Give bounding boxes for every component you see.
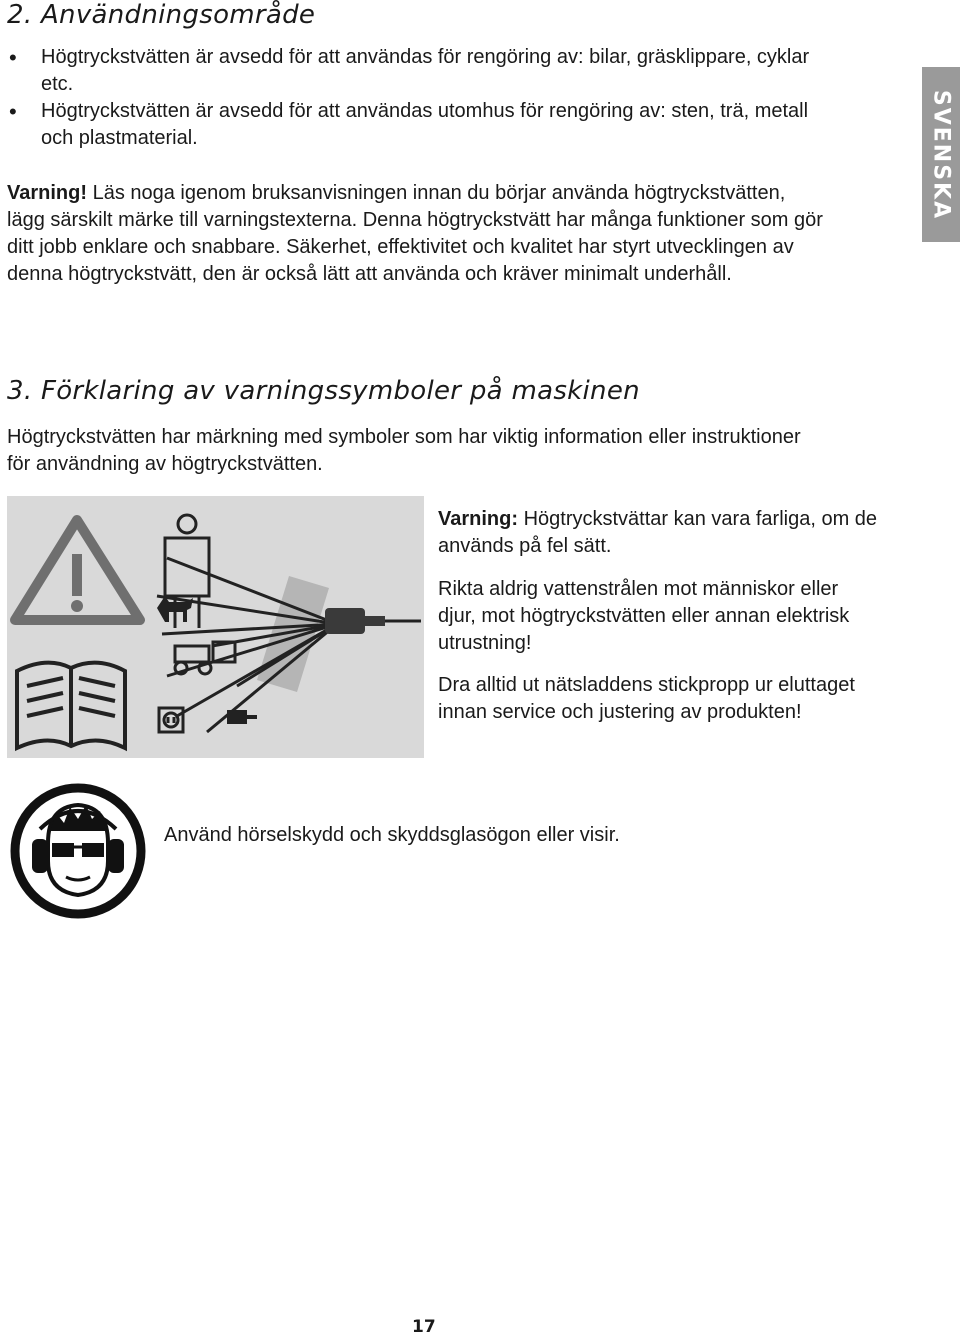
page-number: 17 (412, 1317, 436, 1337)
section-2-heading: 2. Användningsområde (7, 0, 316, 30)
list-item: • Högtryckstvätten är avsedd för att användas utomhus för rengöring av: sten, trä, metall och plastmaterial. (7, 98, 837, 152)
section-3-intro: Högtryckstvätten har märkning med symboler som har viktig information eller instruktioner för användning av högtryckstvätten. (7, 426, 801, 475)
hearing-eye-protection-icon (10, 783, 146, 919)
symbol-para-2: Rikta aldrig vattenstrålen mot människor eller djur, mot högtryckstvätten eller annan elektrisk utrustning! (438, 578, 850, 654)
language-tab (922, 67, 960, 242)
warning-label: Varning! (7, 182, 88, 204)
symbol-warning-text: Högtryckstvättar kan vara farliga, om de används på fel sätt. (438, 508, 878, 557)
warning-text: Läs noga igenom bruksanvisningen innan du börjar använda högtryckstvätten, lägg särskilt märke till varningstexterna. Denna högtryckstvätt har många funktioner som gör ditt jobb enklare och snabbare. Säkerhet, effektivitet och kvalitet har styrt utvecklingen av denna högtryckstvätt, den är också lätt att använda och kräver minimalt underhåll. (7, 182, 823, 285)
section-3-heading: 3. Förklaring av varningssymboler på maskinen (7, 376, 640, 406)
protection-text: Använd hörselskydd och skyddsglasögon eller visir. (164, 824, 620, 846)
warning-symbols-figure (7, 496, 424, 758)
warning-triangle-icon (15, 520, 140, 620)
warning-paragraph (7, 180, 827, 288)
usage-list (7, 44, 837, 152)
symbol-warning-label: Varning: (438, 508, 519, 530)
spray-hazard-icon (157, 515, 421, 732)
language-tab-label: SVENSKA (928, 89, 954, 220)
power-outlet-icon (159, 708, 183, 732)
manual-book-icon (17, 663, 125, 748)
list-item: • Högtryckstvätten är avsedd för att användas för rengöring av: bilar, gräsklippare, cyklar etc. (7, 44, 837, 98)
symbol-warning (438, 506, 878, 560)
symbol-para-3: Dra alltid ut nätsladdens stickpropp ur eluttaget innan service och justering av produkten! (438, 674, 855, 723)
